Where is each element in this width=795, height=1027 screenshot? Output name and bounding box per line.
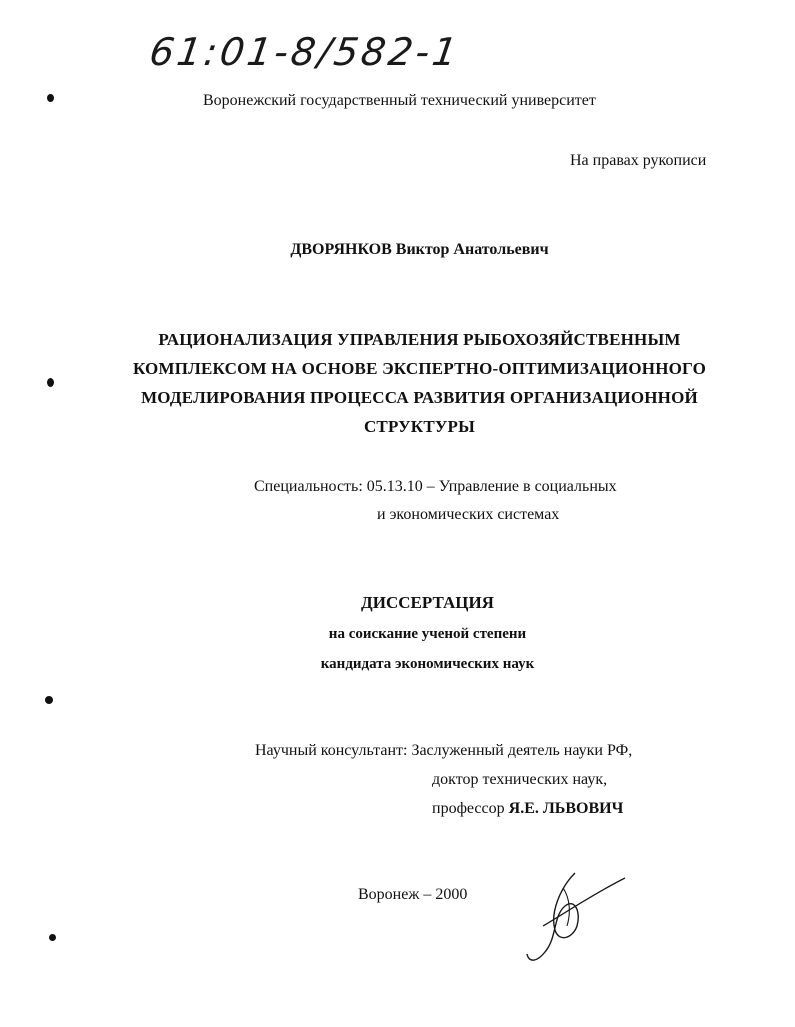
title-line-2: КОМПЛЕКСОМ НА ОСНОВЕ ЭКСПЕРТНО-ОПТИМИЗАЦИОННОГО [132, 359, 707, 378]
author-surname: ДВОРЯНКОВ [290, 241, 392, 258]
binding-hole-mark [49, 934, 56, 941]
city-year: Воронеж – 2000 [358, 886, 468, 903]
specialty-line-2: и экономических системах [377, 506, 560, 523]
advisor-name: Я.Е. ЛЬВОВИЧ [508, 800, 624, 817]
degree-line-2: кандидата экономических наук [320, 656, 535, 672]
degree-line-1: на соискание ученой степени [328, 626, 527, 642]
advisor-title: профессор [432, 800, 505, 817]
title-line-1: РАЦИОНАЛИЗАЦИЯ УПРАВЛЕНИЯ РЫБОХОЗЯЙСТВЕННЫМ [158, 330, 681, 349]
binding-hole-mark [47, 378, 54, 387]
specialty-line-1: Специальность: 05.13.10 – Управление в социальных [254, 478, 617, 495]
author-name [22, 241, 795, 259]
advisor-line-2: доктор технических наук, [432, 771, 608, 788]
advisor-line-1: Научный консультант: Заслуженный деятель науки РФ, [255, 742, 633, 759]
archive-code-handwritten: 61:01-8/582-1 [146, 30, 463, 74]
document-type: ДИССЕРТАЦИЯ [361, 593, 494, 612]
signature-icon [515, 868, 645, 968]
title-line-4: СТРУКТУРЫ [363, 417, 476, 436]
binding-hole-mark [47, 94, 54, 102]
advisor-line-3 [432, 800, 623, 818]
title-line-3: МОДЕЛИРОВАНИЯ ПРОЦЕССА РАЗВИТИЯ ОРГАНИЗАЦИОННОЙ [141, 388, 698, 407]
binding-hole-mark [45, 696, 53, 704]
rights-note: На правах рукописи [570, 152, 707, 169]
author-given-names: Виктор Анатольевич [395, 241, 549, 258]
university-name: Воронежский государственный технический университет [203, 92, 596, 109]
